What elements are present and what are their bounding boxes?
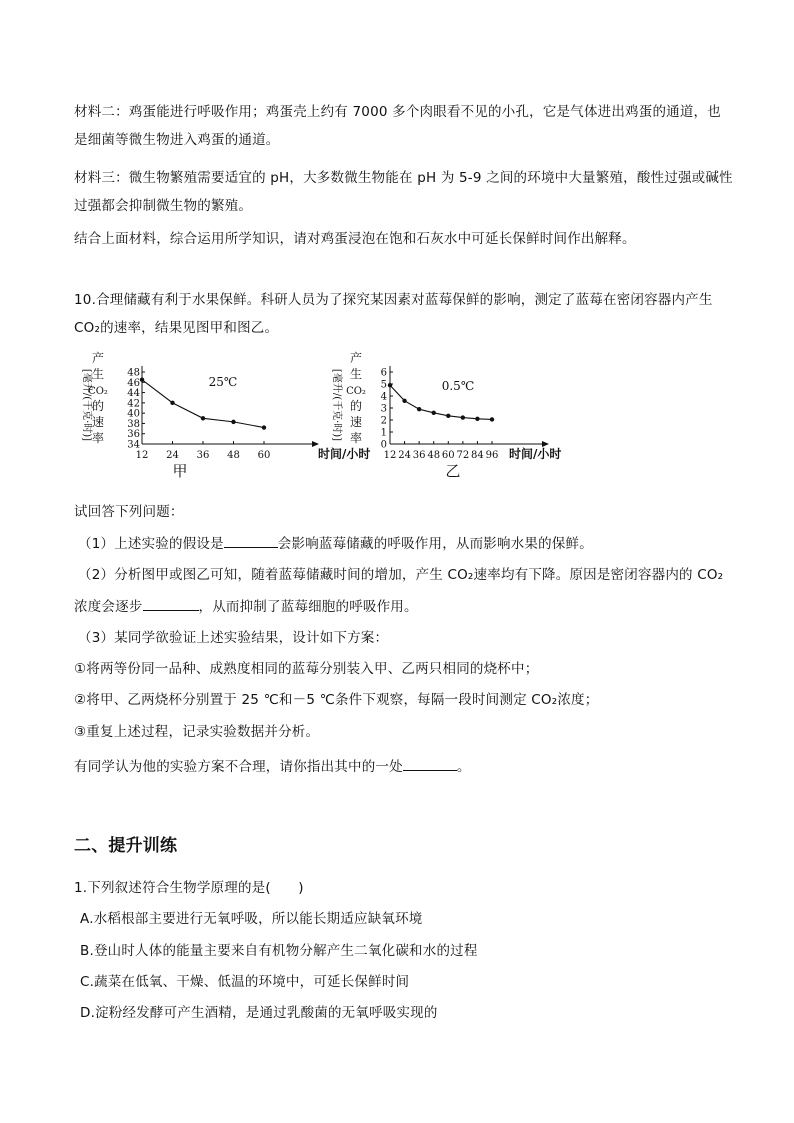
ylabel-char: 率 xyxy=(349,431,363,445)
temperature-annotation: 0.5℃ xyxy=(441,379,475,393)
q10-final-pre: 有同学认为他的实验方案不合理，请你指出其中的一处 xyxy=(74,759,403,775)
ylabel-char: 生 xyxy=(349,367,363,381)
data-point xyxy=(388,383,392,387)
x-tick-label: 48 xyxy=(227,450,240,461)
ylabel-unit: [毫升/(千克·时)] xyxy=(331,368,342,442)
data-point xyxy=(231,420,235,424)
x-tick-label: 24 xyxy=(166,450,179,461)
ylabel-char: 速 xyxy=(349,415,363,429)
q10-step-3: ③重复上述过程，记录实验数据并分析。 xyxy=(74,724,320,740)
ylabel-char: CO₂ xyxy=(88,386,108,397)
x-tick-label: 24 xyxy=(398,450,411,461)
data-point xyxy=(475,417,479,421)
combine-instruction: 结合上面材料，综合运用所学知识，请对鸡蛋浸泡在饱和石灰水中可延长保鲜时间作出解释。 xyxy=(74,231,636,247)
q10-sub2-blank[interactable] xyxy=(143,596,199,611)
x-tick-label: 60 xyxy=(257,450,271,461)
ylabel-char: 率 xyxy=(91,431,105,445)
q10-sub2-post: ，从而抑制了蓝莓细胞的呼吸作用。 xyxy=(198,599,418,615)
x-axis-label: 时间/小时 xyxy=(318,447,371,461)
q1-option-b: B.登山时人体的能量主要来自有机物分解产生二氧化碳和水的过程 xyxy=(80,943,478,959)
x-tick-label: 48 xyxy=(427,450,441,461)
x-tick-label: 12 xyxy=(135,450,149,461)
q10-sub1-blank[interactable] xyxy=(224,533,278,548)
q10-final xyxy=(74,756,724,777)
q10-stem-line2: CO₂的速率，结果见图甲和图乙。 xyxy=(74,320,279,336)
q10-sub1-post: 会影响蓝莓储藏的呼吸作用，从而影响水果的保鲜。 xyxy=(277,536,593,552)
material2-line1: 材料二：鸡蛋能进行呼吸作用；鸡蛋壳上约有 7000 多个肉眼看不见的小孔，它是气体进出鸡蛋的通道，也 xyxy=(74,104,721,120)
x-tick-label: 96 xyxy=(485,450,499,461)
x-tick-label: 72 xyxy=(456,450,470,461)
temperature-annotation: 25℃ xyxy=(208,375,238,389)
data-point xyxy=(201,416,205,420)
y-tick-label: 3 xyxy=(380,403,387,415)
ylabel-char: 速 xyxy=(91,415,105,429)
y-tick-label: 2 xyxy=(380,415,387,427)
ylabel-char: 的 xyxy=(349,399,363,413)
material3-line2: 过强都会抑制微生物的繁殖。 xyxy=(74,198,253,214)
data-point xyxy=(461,415,465,419)
data-point xyxy=(140,378,144,382)
q1-option-d: D.淀粉经发酵可产生酒精，是通过乳酸菌的无氧呼吸实现的 xyxy=(80,1005,438,1021)
material2-line2: 是细菌等微生物进入鸡蛋的通道。 xyxy=(74,132,280,148)
q10-sub1 xyxy=(78,533,728,554)
data-point xyxy=(262,425,266,429)
q10-sub2-line2 xyxy=(74,596,724,617)
q10-sub2-line1: （2）分析图甲或图乙可知，随着蓝莓储藏时间的增加，产生 CO₂速率均有下降。原因是密闭容器内的 CO₂ xyxy=(78,567,724,583)
q10-sub2-pre: 浓度会逐步 xyxy=(74,599,143,615)
q10-sub1-pre: （1）上述实验的假设是 xyxy=(78,536,224,552)
y-tick-label: 34 xyxy=(127,439,140,451)
q10-step-2: ②将甲、乙两烧杯分别置于 25 ℃和－5 ℃条件下观察，每隔一段时间测定 CO₂浓度； xyxy=(74,692,599,708)
ylabel-char: CO₂ xyxy=(346,386,366,397)
q10-sub3: （3）某同学欲验证上述实验结果，设计如下方案： xyxy=(78,630,389,646)
section-title: 二、提升训练 xyxy=(74,836,178,856)
x-tick-label: 60 xyxy=(441,450,455,461)
data-point xyxy=(490,417,494,421)
y-tick-label: 38 xyxy=(127,418,140,430)
data-point xyxy=(446,414,450,418)
q1-stem: 1.下列叙述符合生物学原理的是( ) xyxy=(74,880,304,896)
y-tick-label: 1 xyxy=(380,427,387,439)
ylabel-char: 生 xyxy=(91,367,105,381)
q1-option-a: A.水稻根部主要进行无氧呼吸，所以能长期适应缺氧环境 xyxy=(80,911,423,927)
ylabel-char: 产 xyxy=(349,351,363,365)
q10-step-1: ①将两等份同一品种、成熟度相同的蓝莓分别装入甲、乙两只相同的烧杯中； xyxy=(74,661,539,677)
x-tick-label: 84 xyxy=(471,450,484,461)
x-tick-label: 36 xyxy=(196,450,210,461)
q10-stem-line1: 10.合理储藏有利于水果保鲜。科研人员为了探究某因素对蓝莓保鲜的影响，测定了蓝莓在密闭容器内产生 xyxy=(74,292,713,308)
ylabel-char: 的 xyxy=(91,399,105,413)
y-tick-label: 36 xyxy=(127,429,140,441)
y-tick-label: 46 xyxy=(127,377,140,389)
y-tick-label: 40 xyxy=(127,408,140,420)
q10-prompt: 试回答下列问题： xyxy=(74,504,184,520)
y-tick-label: 44 xyxy=(127,388,140,400)
chart-jia xyxy=(81,350,370,480)
q10-charts xyxy=(78,350,578,490)
ylabel-unit: [毫升/(千克·时)] xyxy=(81,368,92,442)
y-tick-label: 5 xyxy=(380,379,387,391)
data-point xyxy=(432,411,436,415)
data-point xyxy=(170,401,174,405)
q1-option-c: C.蔬菜在低氧、干燥、低温的环境中，可延长保鲜时间 xyxy=(80,974,410,990)
ylabel-char: 产 xyxy=(91,351,105,365)
y-tick-label: 48 xyxy=(127,367,140,379)
y-tick-label: 4 xyxy=(380,391,387,403)
y-tick-label: 0 xyxy=(380,439,387,451)
q10-final-blank[interactable] xyxy=(403,756,457,771)
q10-final-post: 。 xyxy=(456,759,471,775)
x-tick-label: 12 xyxy=(383,450,397,461)
chart-caption: 甲 xyxy=(172,462,188,480)
y-tick-label: 42 xyxy=(127,398,140,410)
x-axis-label: 时间/小时 xyxy=(509,447,562,461)
data-point xyxy=(402,399,406,403)
x-tick-label: 36 xyxy=(412,450,426,461)
chart-caption: 乙 xyxy=(445,462,461,480)
data-point xyxy=(417,407,421,411)
y-tick-label: 6 xyxy=(380,367,387,379)
material3-line1: 材料三：微生物繁殖需要适宜的 pH，大多数微生物能在 pH 为 5-9 之间的环境中大量繁殖，酸性过强或碱性 xyxy=(74,170,733,186)
